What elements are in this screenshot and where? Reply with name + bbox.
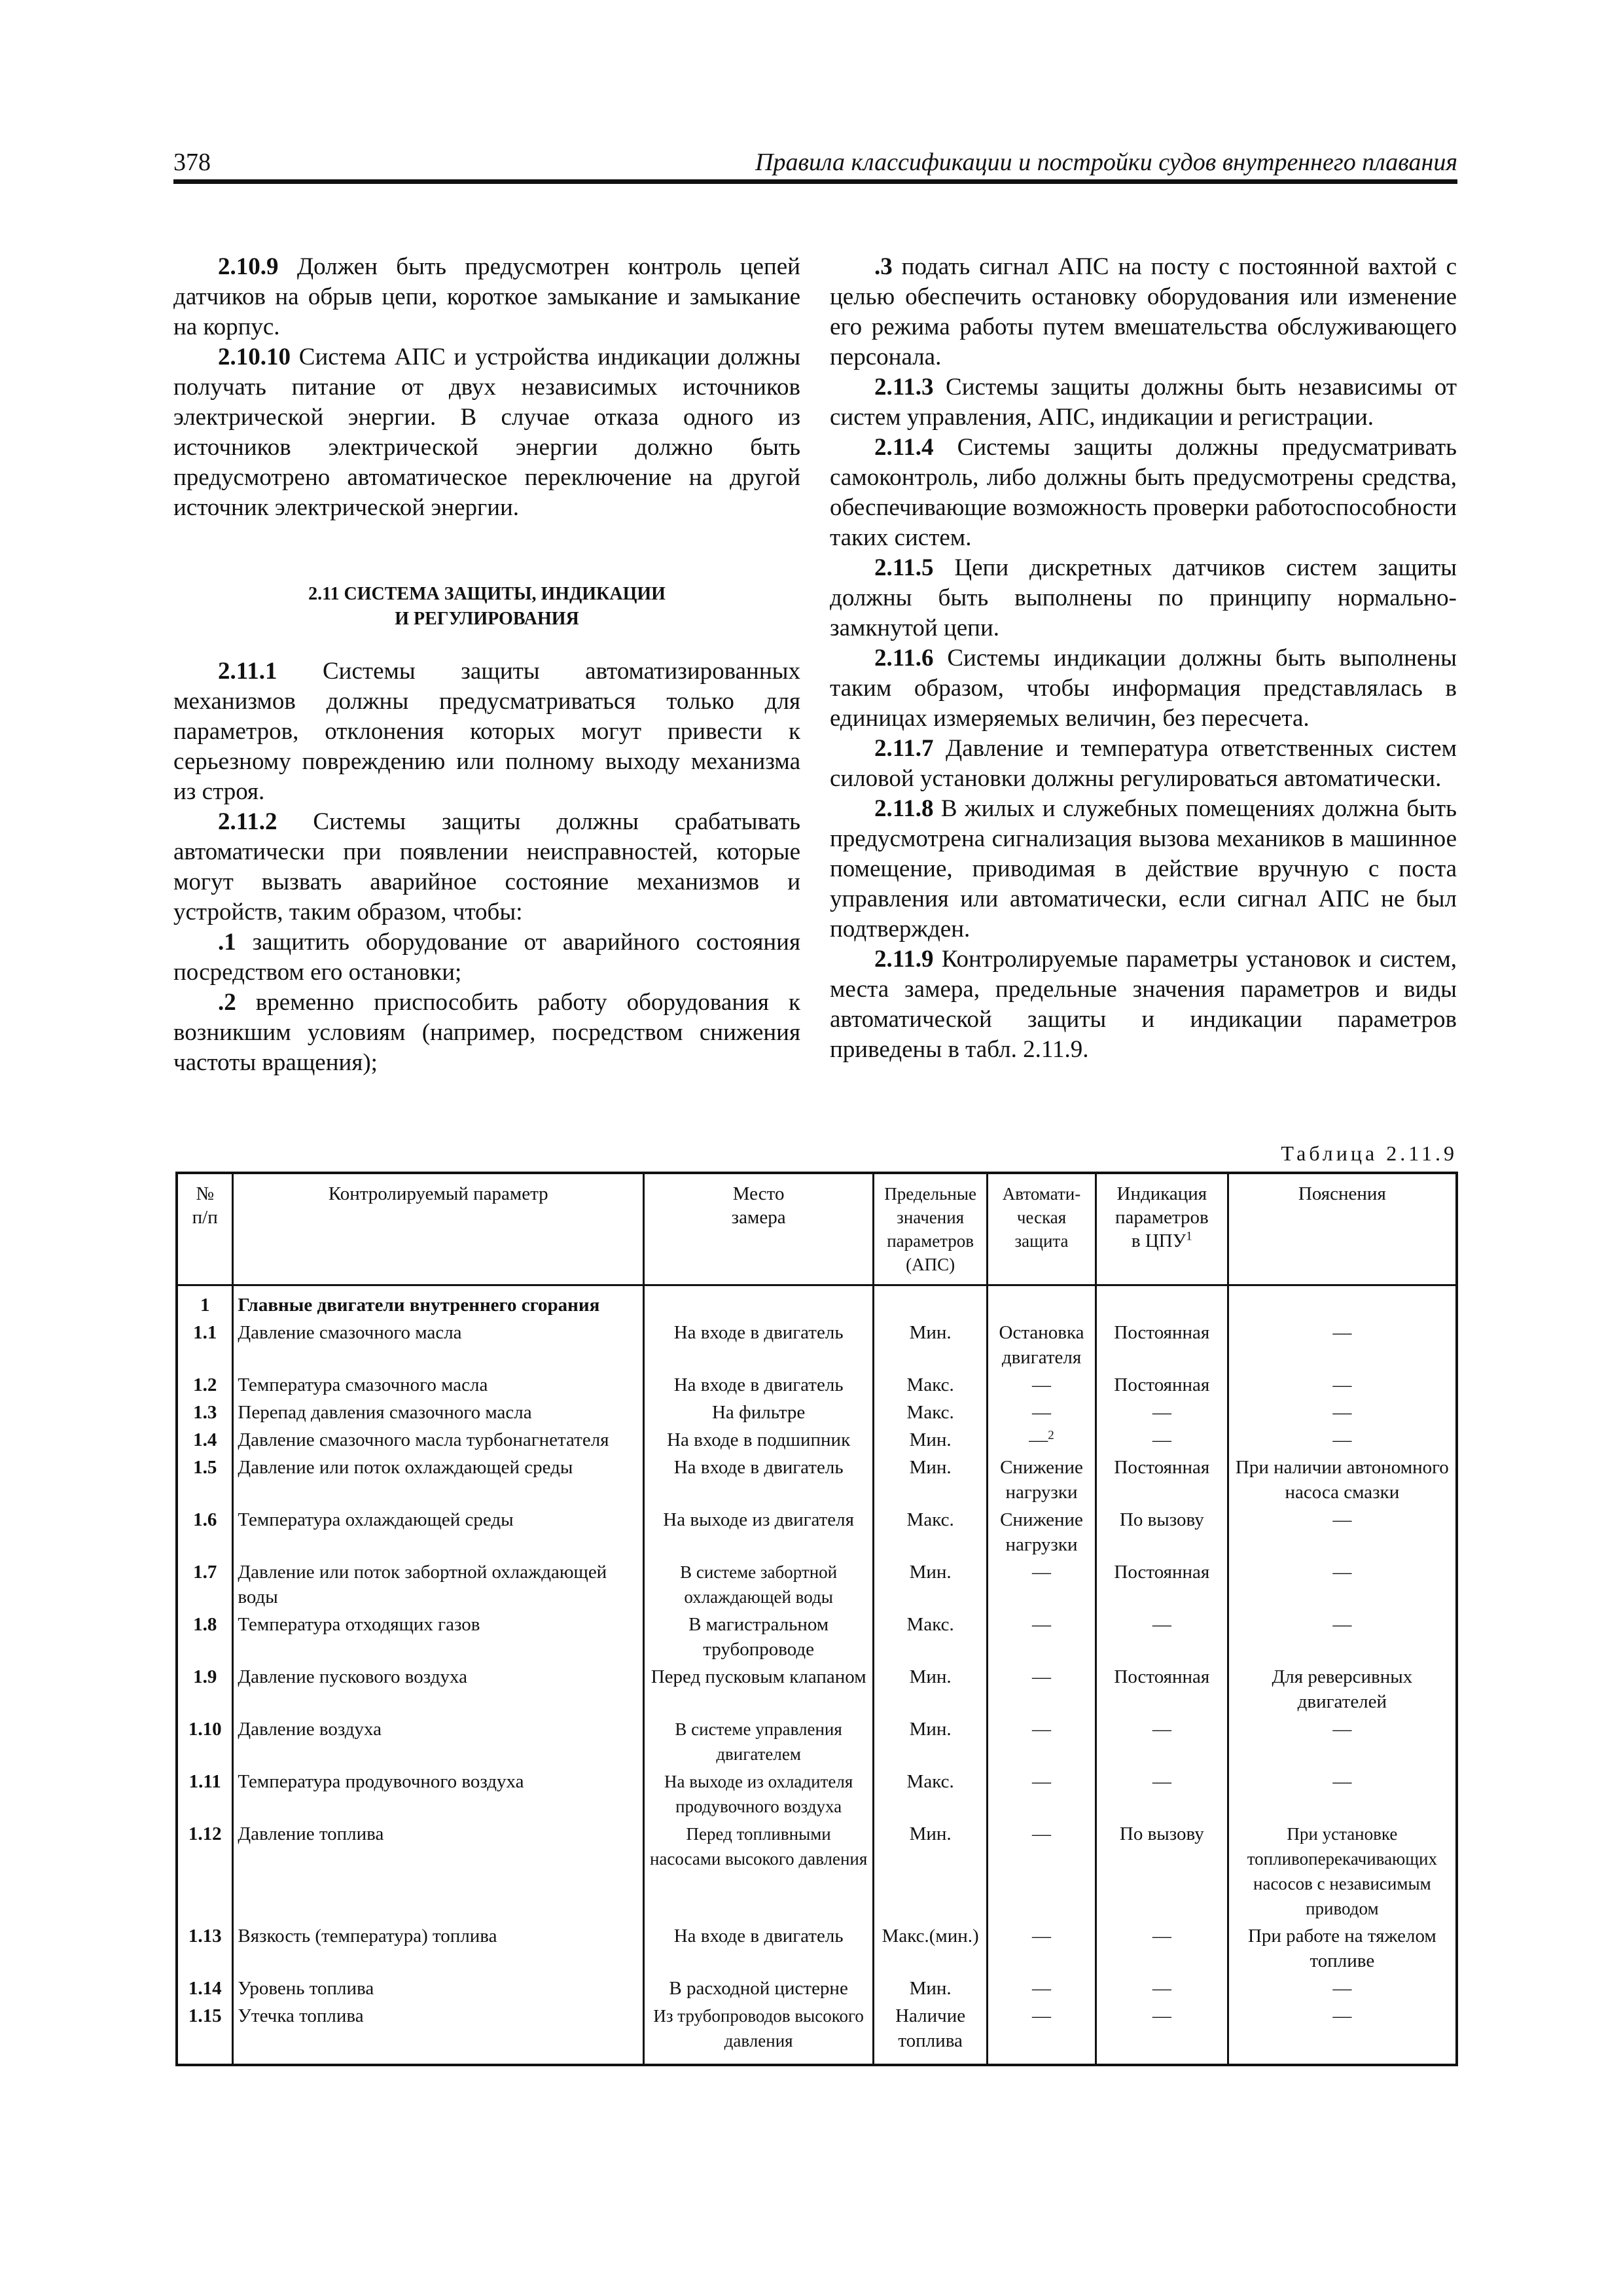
- table-label: Таблица 2.11.9: [1281, 1141, 1457, 1165]
- cell-parameter: Давление или поток забортной охлаждающей воды: [233, 1558, 644, 1611]
- cell-notes: —: [1228, 1319, 1457, 1371]
- cell-limit: Макс.: [874, 1768, 988, 1820]
- cell-parameter: Утечка топлива: [233, 2002, 644, 2065]
- paragraph-2-10-10: [173, 342, 800, 523]
- clause-number: .1: [218, 929, 236, 956]
- cell-parameter: Давление смазочного масла турбонагнетателя: [233, 1426, 644, 1454]
- clause-text: подать сигнал АПС на посту с постоянной вахтой с целью обеспечить остановку оборудования или изменение его режима работы путем вмешательства обслуживающего персонала.: [830, 253, 1457, 370]
- cell-parameter: Давление воздуха: [233, 1715, 644, 1768]
- header-text: Пояснения: [1298, 1183, 1386, 1204]
- cell-auto-protection: —: [988, 1975, 1096, 2002]
- cell-indication: Постоянная: [1096, 1319, 1228, 1371]
- cell-parameter: Температура смазочного масла: [233, 1371, 644, 1399]
- header-text: замера: [731, 1207, 786, 1228]
- clause-text: Системы индикации должны быть выполнены таким образом, чтобы информация представлялась в единицах измеряемых величин, без пересчета.: [830, 645, 1457, 732]
- paragraph-2-11-8: [830, 794, 1457, 944]
- cell-indication: —: [1096, 1426, 1228, 1454]
- cell-number: 1.15: [177, 2002, 233, 2065]
- cell-limit: Макс.: [874, 1399, 988, 1426]
- cell-parameter: Давление пускового воздуха: [233, 1663, 644, 1715]
- footnote-mark: 2: [1048, 1428, 1054, 1443]
- header-text: №: [196, 1183, 215, 1204]
- clause-number: 2.11.9: [874, 946, 934, 973]
- cell-auto-protection: —: [988, 1820, 1096, 1922]
- paragraph-item-2: [173, 988, 800, 1078]
- clause-number: .3: [874, 253, 893, 280]
- clause-number: 2.11.7: [874, 735, 934, 762]
- cell-place: В системе забортной охлаждающей воды: [644, 1558, 874, 1611]
- clause-text: Системы защиты автоматизированных механизмов должны предусматриваться только для параметров, отклонения которых могут привести к серьезному повреждению или полному выходу механизма из строя.: [173, 658, 800, 805]
- header-text: Предельные: [884, 1184, 976, 1204]
- cell-indication: —: [1096, 2002, 1228, 2065]
- table-row: [177, 1558, 1457, 1611]
- cell-indication: Постоянная: [1096, 1454, 1228, 1506]
- paragraph-2-11-4: [830, 433, 1457, 553]
- clause-number: 2.11.3: [874, 374, 934, 401]
- header-text: параметров: [1115, 1207, 1209, 1228]
- cell-notes: —: [1228, 1426, 1457, 1454]
- clause-number: 2.11.5: [874, 554, 934, 581]
- cell-notes: —: [1228, 1399, 1457, 1426]
- clause-number: 2.11.6: [874, 645, 934, 672]
- cell-place: В расходной цистерне: [644, 1975, 874, 2002]
- cell-limit: Мин.: [874, 1319, 988, 1371]
- cell-limit: Мин.: [874, 1558, 988, 1611]
- table-row: [177, 2002, 1457, 2065]
- footnote-mark: 1: [1186, 1229, 1192, 1244]
- header-text: значения: [897, 1208, 965, 1227]
- table-row: [177, 1922, 1457, 1975]
- cell-number: 1.10: [177, 1715, 233, 1768]
- cell-notes: —: [1228, 1558, 1457, 1611]
- section-title: [173, 582, 800, 632]
- cell-place: В системе управления двигателем: [644, 1715, 874, 1768]
- header-text: п/п: [192, 1207, 218, 1228]
- cell-auto-protection: —: [988, 1371, 1096, 1399]
- cell-auto-protection: —: [988, 1558, 1096, 1611]
- cell-number: 1.4: [177, 1426, 233, 1454]
- table-row: [177, 1663, 1457, 1715]
- cell-auto-protection: Снижение нагрузки: [988, 1454, 1096, 1506]
- clause-number: 2.11.1: [218, 658, 277, 685]
- header-text: (АПС): [906, 1255, 955, 1274]
- cell-place: На выходе из двигателя: [644, 1506, 874, 1558]
- cell-parameter: Главные двигатели внутреннего сгорания: [233, 1285, 644, 1319]
- clause-text: Системы защиты должны предусматривать самоконтроль, либо должны быть предусмотрены средства, обеспечивающие возможность проверки работоспособности таких систем.: [830, 434, 1457, 551]
- clause-number: 2.11.4: [874, 434, 934, 461]
- cell-indication: Постоянная: [1096, 1371, 1228, 1399]
- cell-auto-protection: —: [988, 1611, 1096, 1663]
- cell-place: На входе в подшипник: [644, 1426, 874, 1454]
- cell-indication: [1096, 1285, 1228, 1319]
- clause-text: Цепи дискретных датчиков систем защиты должны быть выполнены по принципу нормально-замкнутой цепи.: [830, 554, 1457, 641]
- clause-text: Системы защиты должны быть независимы от систем управления, АПС, индикации и регистрации.: [830, 374, 1457, 431]
- right-column: [830, 252, 1457, 1065]
- cell-place: На выходе из охладителя продувочного воздуха: [644, 1768, 874, 1820]
- cell-auto-protection: [988, 1285, 1096, 1319]
- table-header-row: [177, 1173, 1457, 1285]
- cell-notes: —: [1228, 1371, 1457, 1399]
- paragraph-2-11-9: [830, 944, 1457, 1065]
- clause-number: 2.10.10: [218, 344, 291, 370]
- cell-limit: Макс.: [874, 1371, 988, 1399]
- paragraph-2-11-6: [830, 643, 1457, 734]
- table-row: [177, 1768, 1457, 1820]
- cell-limit: Макс.: [874, 1611, 988, 1663]
- header-place: [644, 1173, 874, 1285]
- cell-number: 1.3: [177, 1399, 233, 1426]
- cell-limit: Мин.: [874, 1663, 988, 1715]
- cell-limit: Макс.(мин.): [874, 1922, 988, 1975]
- cell-number: 1.5: [177, 1454, 233, 1506]
- cell-limit: Мин.: [874, 1715, 988, 1768]
- cell-notes: —: [1228, 1506, 1457, 1558]
- cell-place: [644, 1285, 874, 1319]
- table-group-row: [177, 1285, 1457, 1319]
- cell-place: На входе в двигатель: [644, 1371, 874, 1399]
- cell-notes: При работе на тяжелом топливе: [1228, 1922, 1457, 1975]
- paragraph-2-11-7: [830, 734, 1457, 794]
- paragraph-2-10-9: [173, 252, 800, 342]
- clause-number: .2: [218, 989, 236, 1016]
- header-text: в ЦПУ: [1131, 1230, 1186, 1251]
- cell-notes: —: [1228, 1768, 1457, 1820]
- cell-parameter: Вязкость (температура) топлива: [233, 1922, 644, 1975]
- cell-place: На входе в двигатель: [644, 1454, 874, 1506]
- cell-number: 1.11: [177, 1768, 233, 1820]
- header-text: Место: [732, 1183, 785, 1204]
- cell-indication: —: [1096, 1399, 1228, 1426]
- page-header: [173, 145, 1457, 184]
- table-row: [177, 1820, 1457, 1922]
- cell-indication: По вызову: [1096, 1820, 1228, 1922]
- cell-parameter: Температура охлаждающей среды: [233, 1506, 644, 1558]
- clause-text: Система АПС и устройства индикации должны получать питание от двух независимых источников электрической энергии. В случае отказа одного из источников электрической энергии должно быть предусмотрено автоматическое переключение на другой источник электрической энергии.: [173, 344, 800, 521]
- cell-number: 1.12: [177, 1820, 233, 1922]
- section-title-line-2: И РЕГУЛИРОВАНИЯ: [395, 609, 579, 629]
- cell-auto-protection: Снижение нагрузки: [988, 1506, 1096, 1558]
- table-row: [177, 1611, 1457, 1663]
- table-row: [177, 1506, 1457, 1558]
- page-number: 378: [173, 149, 211, 176]
- cell-number: 1: [177, 1285, 233, 1319]
- cell-limit: Мин.: [874, 1820, 988, 1922]
- running-title: Правила классификации и постройки судов внутреннего плавания: [755, 149, 1457, 176]
- cell-auto-protection: —: [988, 2002, 1096, 2065]
- paragraph-2-11-1: [173, 656, 800, 807]
- cell-auto-protection: —$^2$: [988, 1426, 1096, 1454]
- table-row: [177, 1371, 1457, 1399]
- cell-parameter: Перепад давления смазочного масла: [233, 1399, 644, 1426]
- header-indication: [1096, 1173, 1228, 1285]
- cell-place: На входе в двигатель: [644, 1922, 874, 1975]
- cell-limit: Мин.: [874, 1426, 988, 1454]
- cell-place: На входе в двигатель: [644, 1319, 874, 1371]
- cell-place: В магистральном трубопроводе: [644, 1611, 874, 1663]
- paragraph-2-11-5: [830, 553, 1457, 643]
- paragraph-2-11-2: [173, 807, 800, 927]
- cell-limit: Наличие топлива: [874, 2002, 988, 2065]
- cell-limit: Мин.: [874, 1975, 988, 2002]
- header-text: ческая: [1016, 1208, 1067, 1227]
- header-limits: [874, 1173, 988, 1285]
- cell-parameter: Давление топлива: [233, 1820, 644, 1922]
- cell-indication: —: [1096, 1922, 1228, 1975]
- parameters-table: [175, 1172, 1458, 2066]
- cell-notes: При наличии автономного насоса смазки: [1228, 1454, 1457, 1506]
- clause-text: В жилых и служебных помещениях должна быть предусмотрена сигнализация вызова механиков в машинное помещение, приводимая в действие вручную с поста управления или автоматически, если сигнал АПС не был подтвержден.: [830, 795, 1457, 942]
- clause-text: временно приспособить работу оборудования к возникшим условиям (например, посредством снижения частоты вращения);: [173, 989, 800, 1076]
- cell-indication: —: [1096, 1715, 1228, 1768]
- clause-text: защитить оборудование от аварийного состояния посредством его остановки;: [173, 929, 800, 986]
- clause-text: Должен быть предусмотрен контроль цепей датчиков на обрыв цепи, короткое замыкание и замыкание на корпус.: [173, 253, 800, 340]
- cell-number: 1.13: [177, 1922, 233, 1975]
- cell-place: Из трубопроводов высокого давления: [644, 2002, 874, 2065]
- paragraph-2-11-3: [830, 372, 1457, 433]
- cell-auto-protection: —: [988, 1715, 1096, 1768]
- cell-number: 1.9: [177, 1663, 233, 1715]
- cell-auto-protection: —: [988, 1768, 1096, 1820]
- paragraph-item-1: [173, 927, 800, 988]
- cell-notes: —: [1228, 1975, 1457, 2002]
- cell-parameter: Уровень топлива: [233, 1975, 644, 2002]
- cell-limit: Мин.: [874, 1454, 988, 1506]
- cell-indication: По вызову: [1096, 1506, 1228, 1558]
- clause-text: Системы защиты должны срабатывать автоматически при появлении неисправностей, которые могут вызвать аварийное состояние механизмов и устройств, таким образом, чтобы:: [173, 808, 800, 925]
- clause-text: Контролируемые параметры установок и систем, места замера, предельные значения параметров и виды автоматической защиты и индикации параметров приведены в табл. 2.11.9.: [830, 946, 1457, 1063]
- cell-number: 1.2: [177, 1371, 233, 1399]
- clause-number: 2.10.9: [218, 253, 279, 280]
- header-text: Автомати-: [1002, 1184, 1081, 1204]
- table-row: [177, 1715, 1457, 1768]
- cell-auto-protection: Остановка двигателя: [988, 1319, 1096, 1371]
- section-title-line-1: 2.11 СИСТЕМА ЗАЩИТЫ, ИНДИКАЦИИ: [308, 584, 666, 604]
- paragraph-item-3: [830, 252, 1457, 372]
- cell-indication: Постоянная: [1096, 1663, 1228, 1715]
- table-row: [177, 1454, 1457, 1506]
- header-notes: [1228, 1173, 1457, 1285]
- cell-notes: —: [1228, 1611, 1457, 1663]
- table-row: [177, 1319, 1457, 1371]
- left-column: [173, 252, 800, 1078]
- cell-auto-protection: —: [988, 1399, 1096, 1426]
- cell-auto-protection: —: [988, 1663, 1096, 1715]
- cell-place: Перед пусковым клапаном: [644, 1663, 874, 1715]
- cell-number: 1.7: [177, 1558, 233, 1611]
- cell-auto-protection: —: [988, 1922, 1096, 1975]
- header-text: параметров: [887, 1231, 974, 1251]
- table-row: [177, 1975, 1457, 2002]
- cell-parameter: Давление или поток охлаждающей среды: [233, 1454, 644, 1506]
- cell-notes: —: [1228, 2002, 1457, 2065]
- cell-parameter: Давление смазочного масла: [233, 1319, 644, 1371]
- header-number: [177, 1173, 233, 1285]
- cell-place: На фильтре: [644, 1399, 874, 1426]
- cell-indication: —: [1096, 1975, 1228, 2002]
- clause-number: 2.11.8: [874, 795, 934, 822]
- header-parameter: [233, 1173, 644, 1285]
- table-row: [177, 1426, 1457, 1454]
- cell-number: 1.6: [177, 1506, 233, 1558]
- cell-number: 1.1: [177, 1319, 233, 1371]
- cell-notes: При установке топливоперекачивающих насосов с независимым приводом: [1228, 1820, 1457, 1922]
- header-text: Индикация: [1116, 1183, 1207, 1204]
- header-text: Контролируемый параметр: [328, 1183, 548, 1204]
- cell-limit: Макс.: [874, 1506, 988, 1558]
- cell-notes: Для реверсивных двигателей: [1228, 1663, 1457, 1715]
- cell-indication: —: [1096, 1611, 1228, 1663]
- cell-indication: Постоянная: [1096, 1558, 1228, 1611]
- header-auto-protection: [988, 1173, 1096, 1285]
- cell-number: 1.8: [177, 1611, 233, 1663]
- table-row: [177, 1399, 1457, 1426]
- cell-notes: [1228, 1285, 1457, 1319]
- cell-limit: [874, 1285, 988, 1319]
- clause-number: 2.11.2: [218, 808, 277, 835]
- clause-text: Давление и температура ответственных систем силовой установки должны регулироваться автоматически.: [830, 735, 1457, 792]
- cell-notes: —: [1228, 1715, 1457, 1768]
- header-text: защита: [1014, 1231, 1069, 1251]
- cell-parameter: Температура продувочного воздуха: [233, 1768, 644, 1820]
- cell-indication: —: [1096, 1768, 1228, 1820]
- cell-number: 1.14: [177, 1975, 233, 2002]
- cell-parameter: Температура отходящих газов: [233, 1611, 644, 1663]
- cell-place: Перед топливными насосами высокого давления: [644, 1820, 874, 1922]
